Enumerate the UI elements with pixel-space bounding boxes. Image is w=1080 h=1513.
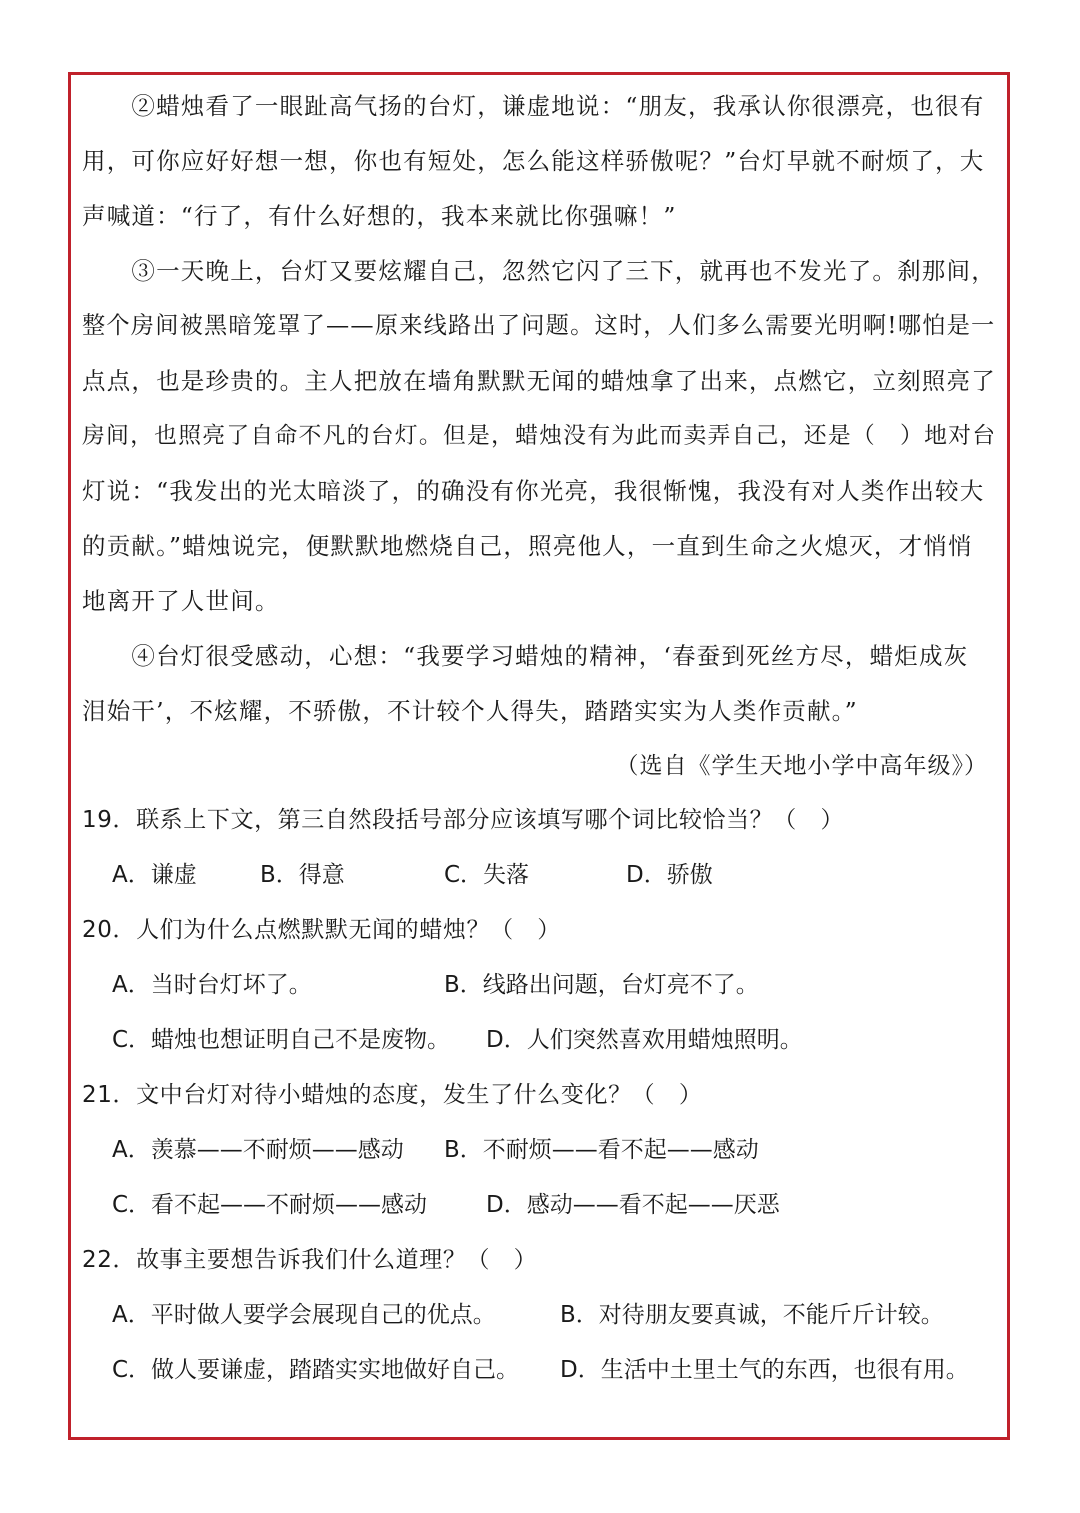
- question-22-option-d[interactable]: D．生活中土里土气的东西，也很有用。: [560, 1357, 969, 1383]
- question-19-option-b[interactable]: B．得意: [260, 862, 345, 888]
- question-19-option-c[interactable]: C．失落: [444, 862, 530, 888]
- question-20-stem: 20．人们为什么点燃默默无闻的蜡烛？（ ）: [82, 917, 561, 943]
- passage-line: 点点，也是珍贵的。主人把放在墙角默默无闻的蜡烛拿了出来，点燃它，立刻照亮了: [82, 367, 996, 395]
- question-20-option-b[interactable]: B．线路出问题，台灯亮不了。: [444, 972, 759, 998]
- passage-line: 灯说：“我发出的光太暗淡了，的确没有你光亮，我很惭愧，我没有对人类作出较大: [82, 477, 985, 505]
- passage-line: ③一天晚上，台灯又要炫耀自己，忽然它闪了三下，就再也不发光了。刹那间，: [82, 257, 996, 285]
- question-19-stem: 19．联系上下文，第三自然段括号部分应该填写哪个词比较恰当？（ ）: [82, 807, 845, 833]
- passage-line: 整个房间被黑暗笼罩了——原来线路出了问题。这时，人们多么需要光明啊!哪怕是一: [82, 312, 996, 339]
- passage-line: ②蜡烛看了一眼趾高气扬的台灯，谦虚地说：“朋友，我承认你很漂亮，也很有: [82, 92, 985, 120]
- question-21-option-c[interactable]: C．看不起——不耐烦——感动: [112, 1192, 428, 1218]
- passage-line: 用，可你应好好想一想，你也有短处，怎么能这样骄傲呢？”台灯早就不耐烦了，大: [82, 147, 985, 175]
- question-21-option-a[interactable]: A．羡慕——不耐烦——感动: [112, 1137, 404, 1163]
- question-22-option-b[interactable]: B．对待朋友要真诚，不能斤斤计较。: [560, 1302, 944, 1328]
- question-22-option-c[interactable]: C．做人要谦虚，踏踏实实地做好自己。: [112, 1357, 520, 1383]
- question-20-option-d[interactable]: D．人们突然喜欢用蜡烛照明。: [486, 1027, 803, 1053]
- question-21-stem: 21．文中台灯对待小蜡烛的态度，发生了什么变化？（ ）: [82, 1082, 703, 1108]
- passage-line: 声喊道：“行了，有什么好想的，我本来就比你强嘛！”: [82, 202, 677, 230]
- passage-line: 房间，也照亮了自命不凡的台灯。但是，蜡烛没有为此而卖弄自己，还是（ ）地对台: [82, 423, 997, 449]
- passage-line: 泪始干’，不炫耀，不骄傲，不计较个人得失，踏踏实实为人类作贡献。”: [82, 697, 858, 725]
- question-22-stem: 22．故事主要想告诉我们什么道理？（ ）: [82, 1247, 538, 1273]
- question-19-option-d[interactable]: D．骄傲: [626, 862, 713, 888]
- passage-line: ④台灯很受感动，心想：“我要学习蜡烛的精神，‘春蚕到死丝方尽，蜡炬成灰: [82, 642, 969, 670]
- passage-source: （选自《学生天地小学中高年级》）: [615, 753, 988, 779]
- question-22-option-a[interactable]: A．平时做人要学会展现自己的优点。: [112, 1302, 496, 1328]
- question-19-option-a[interactable]: A．谦虚: [112, 862, 197, 888]
- question-20-option-c[interactable]: C．蜡烛也想证明自己不是废物。: [112, 1027, 451, 1053]
- question-20-option-a[interactable]: A．当时台灯坏了。: [112, 972, 312, 998]
- passage-line: 的贡献。”蜡烛说完，便默默地燃烧自己，照亮他人，一直到生命之火熄灭，才悄悄: [82, 532, 973, 560]
- passage-line: 地离开了人世间。: [82, 587, 280, 615]
- question-21-option-b[interactable]: B．不耐烦——看不起——感动: [444, 1137, 759, 1163]
- question-21-option-d[interactable]: D．感动——看不起——厌恶: [486, 1192, 780, 1218]
